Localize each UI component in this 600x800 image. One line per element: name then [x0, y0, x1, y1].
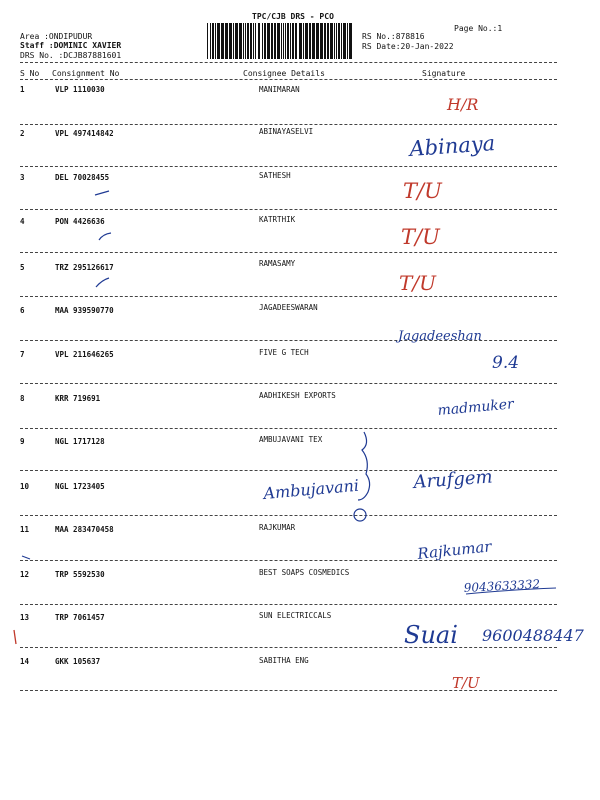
- row-consignment: GKK 105637: [55, 657, 101, 666]
- row-consignment: MAA 939590770: [55, 306, 114, 315]
- staff-field: Staff :DOMINIC XAVIER: [20, 41, 122, 50]
- page-number: Page No.:1: [454, 24, 503, 33]
- row-consignment: MAA 283470458: [55, 525, 114, 534]
- tick-mark: [22, 556, 30, 559]
- row-consignee: JAGADEESWARAN: [259, 303, 318, 312]
- row-consignment: NGL 1717128: [55, 437, 105, 446]
- row-consignee: BEST SOAPS COSMEDICS: [259, 568, 350, 577]
- signature-text: Abinaya: [408, 131, 496, 161]
- row-consignment: DEL 70028455: [55, 173, 110, 182]
- signature-text: Arufgem: [412, 466, 494, 493]
- doc-title: TPC/CJB DRS - PCO: [252, 12, 334, 21]
- row-consignee: MANIMARAN: [259, 85, 300, 94]
- signature-text: 9600488447: [482, 626, 584, 645]
- signature-text: Ambujavani: [262, 475, 360, 503]
- row-consignment: TRZ 295126617: [55, 263, 114, 272]
- row-consignment: PON 4426636: [55, 217, 105, 226]
- column-header-consignment: Consignment No: [52, 69, 120, 78]
- row-consignee: SATHESH: [259, 171, 291, 180]
- row-consignee: AMBUJAVANI TEX: [259, 435, 323, 444]
- row-sno: 7: [20, 350, 25, 359]
- signature-text: T/U: [401, 225, 440, 249]
- signature-text: Rajkumar: [416, 537, 493, 563]
- row-sno: 1: [20, 85, 25, 94]
- rs-date: RS Date:20-Jan-2022: [362, 42, 454, 51]
- tick-mark: [14, 630, 16, 644]
- row-sno: 6: [20, 306, 25, 315]
- column-header-consignee: Consignee Details: [243, 69, 325, 78]
- row-sno: 2: [20, 129, 25, 138]
- row-sno: 9: [20, 437, 25, 446]
- row-sno: 5: [20, 263, 25, 272]
- column-header-sno: S No: [20, 69, 40, 78]
- row-consignee: ABINAYASELVI: [259, 127, 314, 136]
- signature-text: T/U: [399, 271, 436, 295]
- row-consignee: RAJKUMAR: [259, 523, 296, 532]
- row-consignment: TRP 7061457: [55, 613, 105, 622]
- row-sno: 10: [20, 482, 30, 491]
- circle-mark: [354, 509, 366, 521]
- row-consignee: SABITHA ENG: [259, 656, 309, 665]
- row-sno: 13: [20, 613, 30, 622]
- row-consignment: NGL 1723405: [55, 482, 105, 491]
- row-consignee: KATRTHIK: [259, 215, 296, 224]
- row-consignment: VPL 211646265: [55, 350, 114, 359]
- bracket-mark: [358, 432, 370, 500]
- row-consignee: FIVE G TECH: [259, 348, 309, 357]
- signature-text: Suai: [404, 621, 458, 649]
- signature-text: T/U: [452, 674, 480, 692]
- signature-text: Jagadeeshan: [398, 329, 482, 344]
- row-sno: 4: [20, 217, 25, 226]
- row-consignee: AADHIKESH EXPORTS: [259, 391, 336, 400]
- row-sno: 3: [20, 173, 25, 182]
- row-consignee: SUN ELECTRICCALS: [259, 611, 332, 620]
- row-sno: 14: [20, 657, 30, 666]
- row-sno: 8: [20, 394, 25, 403]
- row-consignee: RAMASAMY: [259, 259, 296, 268]
- row-consignment: TRP 5592530: [55, 570, 105, 579]
- signature-text: T/U: [403, 179, 442, 203]
- tick-mark: [99, 233, 111, 240]
- signature-text: 9.4: [492, 353, 520, 373]
- row-sno: 11: [20, 525, 30, 534]
- column-header-signature: Signature: [422, 69, 466, 78]
- drs-number: DRS No. :DCJB87881601: [20, 51, 122, 60]
- area-field: Area :ONDIPUDUR: [20, 32, 93, 41]
- row-consignment: KRR 719691: [55, 394, 101, 403]
- row-consignment: VPL 497414842: [55, 129, 114, 138]
- tick-mark: [96, 278, 109, 287]
- signature-text: 9043633332: [463, 577, 541, 595]
- row-sno: 12: [20, 570, 30, 579]
- signature-text: H/R: [447, 95, 479, 114]
- signature-text: madmuker: [436, 396, 515, 419]
- tick-mark: [95, 191, 109, 195]
- row-consignment: VLP 1110030: [55, 85, 105, 94]
- rs-number: RS No.:878816: [362, 32, 425, 41]
